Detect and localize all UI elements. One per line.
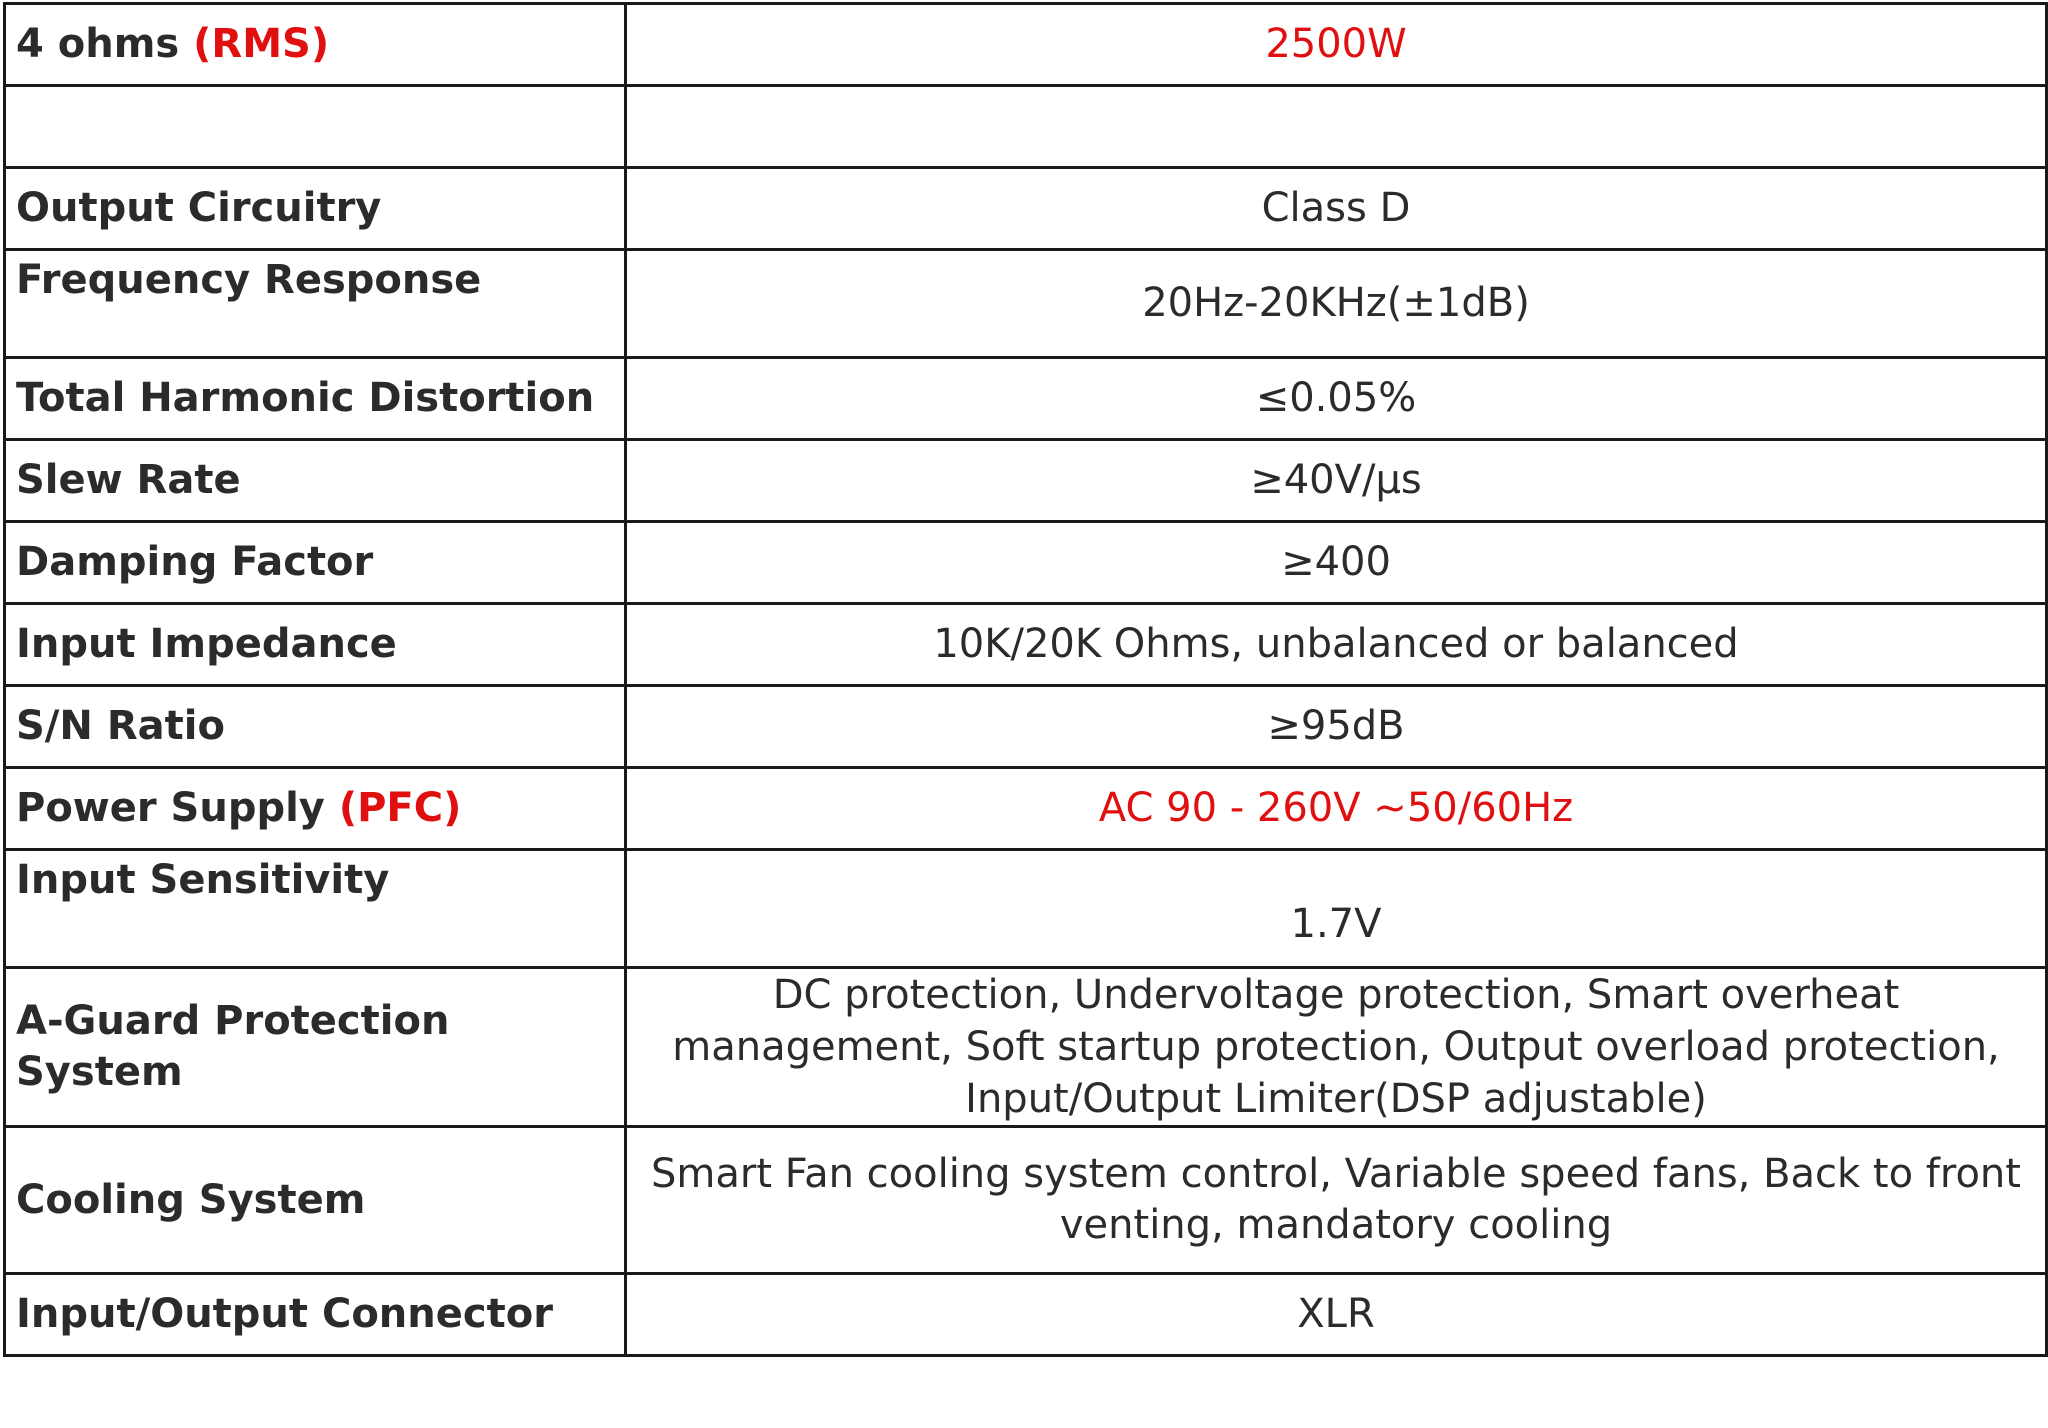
spec-label: S/N Ratio (5, 686, 626, 768)
spec-value: DC protection, Undervoltage protection, Smart overheat management, Soft startup protection, Output overload protection, Input/Output Limiter(DSP adjustable) (626, 968, 2047, 1127)
table-row (5, 686, 2047, 768)
table-row (5, 850, 2047, 968)
table-row (5, 168, 2047, 250)
spec-value: XLR (626, 1274, 2047, 1356)
table-row (5, 768, 2047, 850)
table-row (5, 250, 2047, 358)
spec-table (3, 2, 2048, 1357)
spec-label: Cooling System (5, 1127, 626, 1274)
spec-label-note: (PFC) (338, 785, 462, 831)
table-row (5, 440, 2047, 522)
table-row (5, 358, 2047, 440)
table-row (5, 86, 2047, 168)
spec-label: A-Guard Protection System (5, 968, 626, 1127)
spec-value: ≤0.05% (626, 358, 2047, 440)
table-row (5, 1127, 2047, 1274)
table-row (5, 4, 2047, 86)
spec-value: ≥95dB (626, 686, 2047, 768)
spec-label-note: (RMS) (193, 21, 330, 67)
spec-value: 20Hz-20KHz(±1dB) (626, 250, 2047, 358)
spec-label: Output Circuitry (5, 168, 626, 250)
spec-label (5, 86, 626, 168)
spec-value: 10K/20K Ohms, unbalanced or balanced (626, 604, 2047, 686)
spec-value: 2500W (626, 4, 2047, 86)
spec-label: Input Impedance (5, 604, 626, 686)
spec-value: AC 90 - 260V ~50/60Hz (626, 768, 2047, 850)
spec-value: 1.7V (626, 850, 2047, 968)
spec-label: Total Harmonic Distortion (5, 358, 626, 440)
spec-value (626, 86, 2047, 168)
spec-label: Frequency Response (5, 250, 626, 358)
spec-label: Input/Output Connector (5, 1274, 626, 1356)
table-row (5, 604, 2047, 686)
table-row (5, 1274, 2047, 1356)
spec-label: 4 ohms (16, 21, 180, 67)
spec-label: Damping Factor (5, 522, 626, 604)
spec-value: Smart Fan cooling system control, Variable speed fans, Back to front venting, mandatory cooling (626, 1127, 2047, 1274)
spec-label: Power Supply (16, 785, 325, 831)
spec-label: Input Sensitivity (5, 850, 626, 968)
table-row (5, 968, 2047, 1127)
spec-label-cell (5, 768, 626, 850)
spec-value: ≥400 (626, 522, 2047, 604)
spec-value: Class D (626, 168, 2047, 250)
spec-label-cell (5, 4, 626, 86)
spec-value: ≥40V/μs (626, 440, 2047, 522)
table-row (5, 522, 2047, 604)
spec-label: Slew Rate (5, 440, 626, 522)
